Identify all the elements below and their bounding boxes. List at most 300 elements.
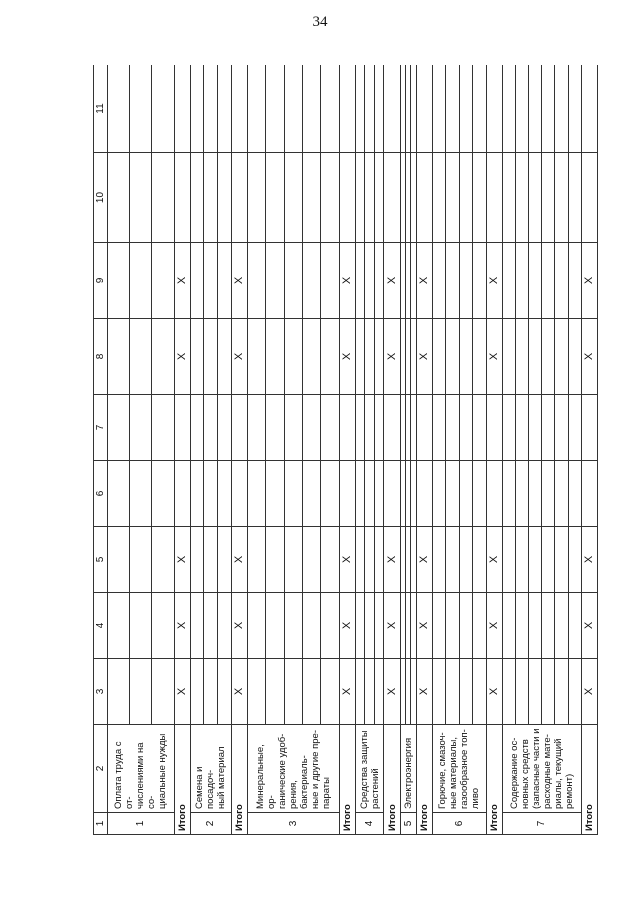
table-cell (374, 319, 384, 395)
table-cell (284, 65, 302, 153)
table-cell (446, 243, 459, 319)
row-number: 5 (400, 813, 416, 835)
table-cell (446, 527, 459, 593)
table-cell (542, 527, 555, 593)
total-label: Итого (416, 725, 432, 835)
table-cell (459, 659, 472, 725)
table-row (108, 65, 130, 835)
table-row (432, 65, 445, 835)
table-cell (473, 659, 486, 725)
total-row (339, 65, 355, 835)
table-cell (266, 395, 284, 461)
table-cell (284, 319, 302, 395)
table-cell (339, 461, 355, 527)
table-cell (284, 243, 302, 319)
table-cell (473, 319, 486, 395)
table-cell (218, 461, 232, 527)
table-cell (130, 395, 152, 461)
column-header: 5 (94, 527, 108, 593)
table-cell (446, 659, 459, 725)
table-row (374, 65, 384, 835)
table-cell (528, 153, 541, 243)
table-cell (384, 461, 400, 527)
table-cell (231, 395, 247, 461)
table-row (515, 65, 528, 835)
table-cell (303, 593, 321, 659)
table-cell (108, 527, 130, 593)
table-row (459, 65, 472, 835)
table-cell (303, 243, 321, 319)
table-cell (365, 243, 375, 319)
table-cell (266, 659, 284, 725)
table-cell (486, 65, 502, 153)
table-body (108, 65, 598, 835)
table-cell (473, 593, 486, 659)
table-cell (459, 527, 472, 593)
table-cell (204, 395, 218, 461)
table-cell (555, 659, 568, 725)
table-cell (355, 65, 365, 153)
table-cell (303, 461, 321, 527)
column-header: 4 (94, 593, 108, 659)
table-cell (446, 65, 459, 153)
table-cell (473, 527, 486, 593)
table-cell (542, 243, 555, 319)
x-mark-cell: X (339, 659, 355, 725)
table-cell (459, 65, 472, 153)
table-cell (555, 395, 568, 461)
column-header: 7 (94, 395, 108, 461)
x-mark-cell: X (486, 593, 502, 659)
table-cell (266, 243, 284, 319)
table-cell (190, 65, 204, 153)
x-mark-cell: X (486, 527, 502, 593)
x-mark-cell: X (174, 659, 190, 725)
x-mark-cell: X (416, 593, 432, 659)
table-cell (432, 65, 445, 153)
table-cell (204, 461, 218, 527)
table-cell (303, 527, 321, 593)
table-cell (555, 319, 568, 395)
table-cell (355, 153, 365, 243)
table-cell (190, 319, 204, 395)
table-cell (303, 395, 321, 461)
table-row (542, 65, 555, 835)
table-cell (432, 659, 445, 725)
table-cell (355, 527, 365, 593)
table-cell (204, 65, 218, 153)
table-cell (542, 319, 555, 395)
table-cell (486, 461, 502, 527)
table-cell (542, 153, 555, 243)
table-cell (190, 153, 204, 243)
table-cell (130, 319, 152, 395)
table-row (152, 65, 174, 835)
row-name: Горючие, смазоч- ные материалы, газообразное топ- ливо (432, 725, 486, 813)
table-row (303, 65, 321, 835)
table-cell (432, 243, 445, 319)
table-row (355, 65, 365, 835)
total-row (581, 65, 597, 835)
table-cell (190, 395, 204, 461)
table-cell (321, 659, 339, 725)
table-cell (555, 153, 568, 243)
x-mark-cell: X (581, 319, 597, 395)
table-cell (502, 527, 515, 593)
table-cell (355, 319, 365, 395)
x-mark-cell: X (416, 659, 432, 725)
x-mark-cell: X (339, 593, 355, 659)
table-cell (204, 527, 218, 593)
table-cell (459, 461, 472, 527)
total-row (384, 65, 400, 835)
table-cell (108, 319, 130, 395)
x-mark-cell: X (231, 593, 247, 659)
table-cell (374, 395, 384, 461)
table-cell (204, 319, 218, 395)
table-cell (515, 319, 528, 395)
table-cell (152, 659, 174, 725)
table-cell (152, 461, 174, 527)
x-mark-cell: X (486, 319, 502, 395)
table-cell (266, 319, 284, 395)
table-cell (568, 243, 581, 319)
x-mark-cell: X (231, 527, 247, 593)
table-cell (284, 461, 302, 527)
table-cell (374, 659, 384, 725)
table-cell (108, 593, 130, 659)
table-cell (515, 395, 528, 461)
table-cell (321, 461, 339, 527)
table-cell (473, 153, 486, 243)
table-cell (473, 65, 486, 153)
table-cell (515, 65, 528, 153)
row-name: Семена и посадоч- ный материал (190, 725, 231, 813)
table-cell (542, 65, 555, 153)
table-cell (190, 527, 204, 593)
table-cell (152, 395, 174, 461)
x-mark-cell: X (174, 593, 190, 659)
table-cell (303, 65, 321, 153)
table-cell (416, 65, 432, 153)
table-cell (542, 659, 555, 725)
x-mark-cell: X (339, 319, 355, 395)
table-cell (374, 593, 384, 659)
table-cell (266, 593, 284, 659)
table-cell (218, 593, 232, 659)
column-header: 2 (94, 725, 108, 813)
table-cell (568, 319, 581, 395)
table-cell (218, 65, 232, 153)
table-cell (515, 659, 528, 725)
table-cell (130, 65, 152, 153)
row-number: 4 (355, 813, 384, 835)
table-cell (218, 395, 232, 461)
table-cell (446, 461, 459, 527)
table-cell (204, 593, 218, 659)
table-cell (303, 659, 321, 725)
table-cell (502, 243, 515, 319)
table-cell (568, 659, 581, 725)
table-cell (365, 65, 375, 153)
table-cell (374, 65, 384, 153)
table-cell (339, 153, 355, 243)
table-cell (555, 461, 568, 527)
table-cell (190, 593, 204, 659)
row-name: Оплата труда с от- числениями на со- циальные нужды (108, 725, 175, 813)
table-row (321, 65, 339, 835)
cost-table (93, 65, 598, 835)
column-header: 3 (94, 659, 108, 725)
table-cell (266, 65, 284, 153)
table-cell (108, 461, 130, 527)
table-cell (247, 153, 265, 243)
table-cell (528, 65, 541, 153)
table-cell (365, 153, 375, 243)
table-cell (247, 243, 265, 319)
table-cell (130, 153, 152, 243)
table-cell (247, 395, 265, 461)
table-cell (502, 593, 515, 659)
table-cell (365, 659, 375, 725)
table-cell (486, 395, 502, 461)
x-mark-cell: X (581, 659, 597, 725)
x-mark-cell: X (339, 243, 355, 319)
table-row (247, 65, 265, 835)
table-cell (502, 395, 515, 461)
table-cell (581, 461, 597, 527)
table-cell (486, 153, 502, 243)
table-cell (321, 153, 339, 243)
table-cell (247, 527, 265, 593)
x-mark-cell: X (231, 243, 247, 319)
table-row (473, 65, 486, 835)
x-mark-cell: X (384, 319, 400, 395)
table-cell (108, 65, 130, 153)
table-cell (473, 461, 486, 527)
table-cell (432, 461, 445, 527)
table-cell (130, 461, 152, 527)
table-cell (284, 659, 302, 725)
x-mark-cell: X (231, 659, 247, 725)
table-cell (365, 593, 375, 659)
table-cell (581, 153, 597, 243)
table-cell (152, 153, 174, 243)
table-cell (473, 243, 486, 319)
table-cell (459, 243, 472, 319)
table-cell (384, 395, 400, 461)
table-cell (218, 319, 232, 395)
row-number: 6 (432, 813, 486, 835)
row-name: Электроэнергия (400, 725, 416, 813)
x-mark-cell: X (416, 319, 432, 395)
x-mark-cell: X (174, 527, 190, 593)
x-mark-cell: X (384, 527, 400, 593)
table-cell (321, 243, 339, 319)
table-cell (446, 395, 459, 461)
row-number: 3 (247, 813, 339, 835)
table-cell (218, 153, 232, 243)
total-label: Итого (581, 725, 597, 835)
table-cell (284, 527, 302, 593)
table-cell (355, 395, 365, 461)
row-number: 7 (502, 813, 581, 835)
x-mark-cell: X (174, 319, 190, 395)
rotated-table-frame (93, 65, 598, 835)
table-cell (339, 395, 355, 461)
table-cell (446, 593, 459, 659)
row-name: Минеральные, ор- ганические удоб- рения, бактериаль- ные и другие пре- параты (247, 725, 339, 813)
total-row (416, 65, 432, 835)
table-cell (432, 593, 445, 659)
total-row (231, 65, 247, 835)
table-cell (204, 659, 218, 725)
table-row (446, 65, 459, 835)
table-cell (515, 153, 528, 243)
table-cell (130, 527, 152, 593)
table-cell (303, 153, 321, 243)
table-cell (555, 527, 568, 593)
table-row (365, 65, 375, 835)
table-cell (247, 65, 265, 153)
x-mark-cell: X (339, 527, 355, 593)
table-cell (384, 65, 400, 153)
table-cell (247, 461, 265, 527)
table-row (568, 65, 581, 835)
column-header: 1 (94, 813, 108, 835)
table-cell (152, 527, 174, 593)
table-cell (555, 65, 568, 153)
x-mark-cell: X (384, 659, 400, 725)
table-cell (432, 319, 445, 395)
table-cell (339, 65, 355, 153)
table-cell (321, 319, 339, 395)
table-cell (502, 65, 515, 153)
x-mark-cell: X (581, 527, 597, 593)
x-mark-cell: X (581, 243, 597, 319)
table-cell (528, 659, 541, 725)
column-header: 10 (94, 153, 108, 243)
table-cell (247, 593, 265, 659)
table-cell (502, 319, 515, 395)
table-cell (515, 527, 528, 593)
table-cell (581, 395, 597, 461)
table-cell (174, 65, 190, 153)
x-mark-cell: X (416, 243, 432, 319)
table-row (284, 65, 302, 835)
table-cell (581, 65, 597, 153)
table-cell (459, 153, 472, 243)
table-cell (108, 395, 130, 461)
table-cell (542, 593, 555, 659)
table-cell (416, 153, 432, 243)
column-header: 11 (94, 65, 108, 153)
x-mark-cell: X (384, 593, 400, 659)
table-cell (130, 593, 152, 659)
x-mark-cell: X (231, 319, 247, 395)
table-cell (515, 461, 528, 527)
table-cell (568, 153, 581, 243)
table-cell (515, 593, 528, 659)
table-cell (568, 461, 581, 527)
table-cell (266, 153, 284, 243)
table-cell (459, 319, 472, 395)
x-mark-cell: X (581, 593, 597, 659)
header-row (94, 65, 108, 835)
table-cell (432, 395, 445, 461)
table-cell (555, 243, 568, 319)
table-cell (130, 243, 152, 319)
row-name: Содержание ос- новных средств (запасные части и расходные мате- риалы, текущий ремонт) (502, 725, 581, 813)
table-cell (152, 319, 174, 395)
table-cell (502, 461, 515, 527)
table-cell (355, 243, 365, 319)
table-cell (218, 243, 232, 319)
table-cell (374, 243, 384, 319)
table-cell (321, 527, 339, 593)
table-cell (108, 153, 130, 243)
table-row (555, 65, 568, 835)
table-cell (374, 527, 384, 593)
table-cell (365, 319, 375, 395)
table-cell (459, 395, 472, 461)
table-cell (555, 593, 568, 659)
table-cell (130, 659, 152, 725)
table-cell (355, 659, 365, 725)
row-number: 1 (108, 813, 175, 835)
x-mark-cell: X (486, 659, 502, 725)
table-cell (231, 461, 247, 527)
table-cell (231, 65, 247, 153)
table-cell (528, 395, 541, 461)
table-cell (542, 461, 555, 527)
table-cell (266, 527, 284, 593)
x-mark-cell: X (174, 243, 190, 319)
table-cell (528, 527, 541, 593)
column-header: 6 (94, 461, 108, 527)
table-cell (190, 461, 204, 527)
total-label: Итого (384, 725, 400, 835)
x-mark-cell: X (416, 527, 432, 593)
table-cell (204, 243, 218, 319)
table-cell (321, 395, 339, 461)
table-cell (284, 395, 302, 461)
table-cell (528, 461, 541, 527)
table-cell (321, 593, 339, 659)
table-cell (284, 593, 302, 659)
column-header: 8 (94, 319, 108, 395)
table-cell (542, 395, 555, 461)
table-cell (321, 65, 339, 153)
table-cell (515, 243, 528, 319)
table-cell (502, 153, 515, 243)
table-cell (204, 153, 218, 243)
table-cell (266, 461, 284, 527)
row-number: 2 (190, 813, 231, 835)
table-cell (152, 243, 174, 319)
x-mark-cell: X (384, 243, 400, 319)
table-cell (247, 659, 265, 725)
table-cell (446, 319, 459, 395)
table-cell (284, 153, 302, 243)
table-cell (174, 461, 190, 527)
table-row (528, 65, 541, 835)
table-cell (218, 527, 232, 593)
table-cell (365, 527, 375, 593)
table-cell (174, 153, 190, 243)
total-label: Итого (231, 725, 247, 835)
total-label: Итого (174, 725, 190, 835)
